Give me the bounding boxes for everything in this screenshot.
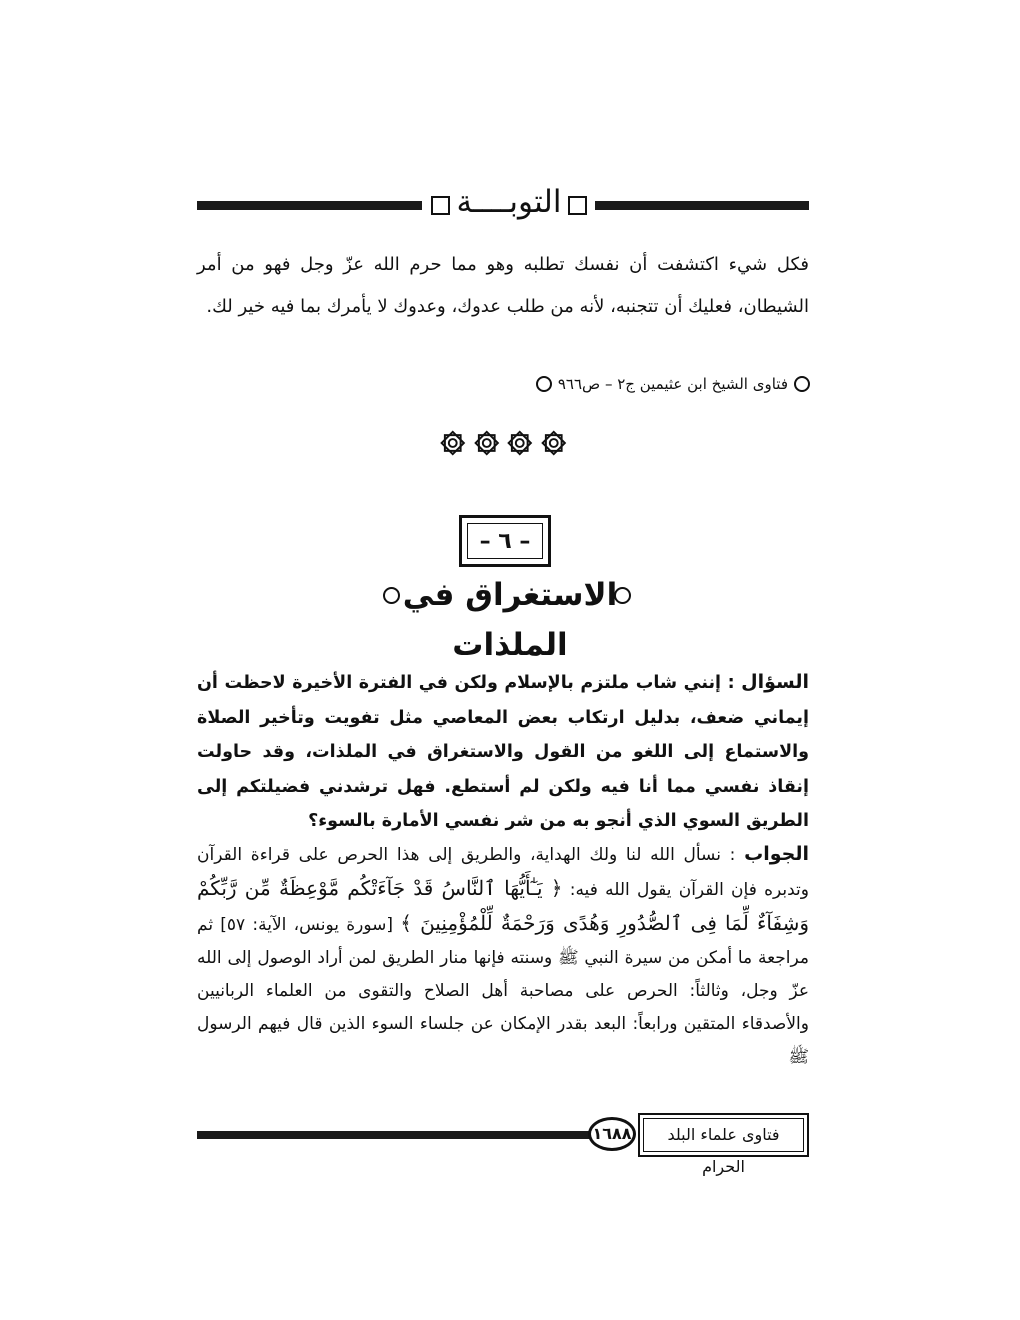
star-ornament-icon — [438, 428, 468, 458]
ring-icon — [794, 376, 810, 392]
ornament-separator — [438, 428, 568, 468]
header-rule-left — [197, 201, 422, 210]
ring-icon — [536, 376, 552, 392]
star-ornament-icon — [472, 428, 502, 458]
chapter-title: الاستغراق في الملذات — [402, 577, 618, 663]
paragraph-1: فكل شيء اكتشفت أن نفسك تطلبه وهو مما حرم الله عزّ وجل فهو من أمر الشيطان، فعليك أن تتجنبه، لأنه من طلب عدوك، وعدوك لا يأمرك بما فيه خير لك. — [197, 254, 809, 317]
verse-reference: [سورة يونس، الآية: ٥٧] — [220, 915, 393, 935]
source-note — [536, 372, 810, 396]
chapter-number-box — [459, 515, 551, 567]
book-title: فتاوى علماء البلد الحرام — [643, 1118, 804, 1152]
chapter-number: – ٦ – — [467, 523, 543, 559]
header-square-right — [568, 196, 587, 215]
question-block: السؤال : إنني شاب ملتزم بالإسلام ولكن في الفترة الأخيرة لاحظت أن إيماني ضعف، بدليل ارتكاب بعض المعاصي مثل تفويت وتأخير الصلاة والاستماع إلى اللغو من القول والاستغراق في الملذات، وقد حاولت إنقاذ نفسي مما أنا فيه ولكن لم أستطع. فهل ترشدني فضيلتكم إلى الطريق السوي الذي أنجو به من شر نفسي الأمارة بالسوء؟ — [197, 671, 809, 831]
answer-label: الجواب — [744, 843, 809, 865]
header-square-left — [431, 196, 450, 215]
source-note-text: فتاوى الشيخ ابن عثيمين ج٢ – ص٩٦٦ — [557, 375, 788, 393]
running-title: التوبــــة — [456, 184, 562, 220]
header-rule-right — [595, 201, 809, 210]
answer-text-intro: نسأل الله لنا ولك الهداية، والطريق إلى هذا الحرص على قراءة القرآن وتدبره فإن القرآن يقول الله فيه: — [197, 845, 809, 900]
question-text: إنني شاب ملتزم بالإسلام ولكن في الفترة الأخيرة لاحظت أن إيماني ضعف، بدليل ارتكاب بعض المعاصي مثل تفويت وتأخير الصلاة والاستماع إلى اللغو من القول والاستغراق في الملذات، وقد حاولت إنقاذ نفسي مما أنا فيه ولكن لم أستطع. فهل ترشدني فضيلتكم إلى الطريق السوي الذي أنجو به من شر نفسي الأمارة بالسوء؟ — [197, 673, 809, 831]
star-ornament-icon — [539, 428, 569, 458]
footer-title-box — [638, 1113, 809, 1176]
question-label: السؤال — [741, 671, 809, 693]
quran-verse: ﴿ يَـٰٓأَيُّهَا ٱلنَّاسُ قَدْ جَآءَتْكُم مَّوْعِظَةٌ مِّن رَّبِّكُمْ وَشِفَآءٌ لِّمَا فِى ٱلصُّدُورِ وَهُدًى وَرَحْمَةٌ لِّلْمُؤْمِنِينَ ﴾ — [197, 876, 809, 935]
footer-rule — [197, 1131, 591, 1139]
page-number: ١٦٨٨ — [588, 1117, 636, 1151]
ring-icon — [614, 587, 631, 604]
answer-text-continued: ثم مراجعة ما أمكن من سيرة النبي ﷺ وسنته فإنها منار الطريق لمن أراد الوصول إلى الله عزّ وجل، وثالثاً: الحرص على مصاحبة أهل الصلاح والتقوى من العلماء الربانيين والأصدقاء المتقين ورابعاً: البعد بقدر الإمكان عن جلساء السوء الذين قال فيهم الرسول ﷺ — [197, 915, 809, 1067]
answer-block: الجواب : نسأل الله لنا ولك الهداية، والطريق إلى هذا الحرص على قراءة القرآن وتدبره فإن القرآن يقول الله فيه: ﴿ يَـٰٓأَيُّهَا ٱلنَّاسُ قَدْ جَآءَتْكُم مَّوْعِظَةٌ مِّن رَّبِّكُمْ وَشِفَآءٌ لِّمَا فِى ٱلصُّدُورِ وَهُدًى وَرَحْمَةٌ لِّلْمُؤْمِنِينَ ﴾ [سورة يونس، الآية: ٥٧] ثم مراجعة ما أمكن من سيرة النبي ﷺ وسنته فإنها منار الطريق لمن أراد الوصول إلى الله عزّ وجل، وثالثاً: الحرص على مصاحبة أهل الصلاح والتقوى من العلماء الربانيين والأصدقاء المتقين ورابعاً: البعد بقدر الإمكان عن جلساء السوء الذين قال فيهم الرسول ﷺ — [197, 843, 809, 1067]
star-ornament-icon — [505, 428, 535, 458]
